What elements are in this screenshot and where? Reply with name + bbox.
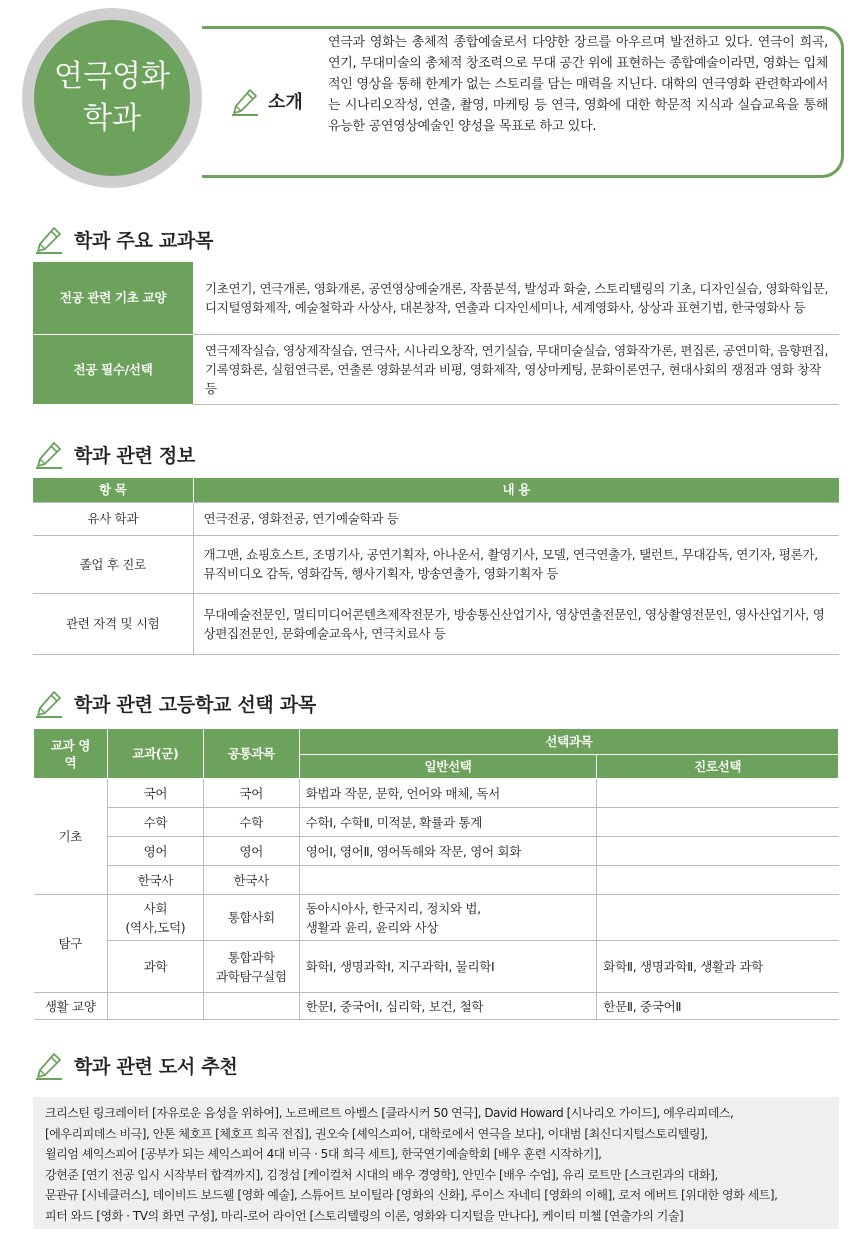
area-cell: 기초	[34, 779, 108, 895]
section-title-text: 학과 관련 고등학교 선택 과목	[74, 693, 316, 716]
book-recommendations	[33, 1097, 839, 1229]
pencil-icon	[34, 1050, 64, 1080]
table-value: 무대예술전문인, 멀티미디어콘텐츠제작전문가, 방송통신산업기사, 영상연출전문인, 영상촬영전문인, 영사산업기사, 영상편집전문인, 문화예술교육사, 연극치료사 등	[193, 593, 839, 654]
general-cell: 화법과 작문, 문학, 언어와 매체, 독서	[299, 779, 597, 808]
header-area	[34, 729, 108, 779]
subject-cell: 과학	[107, 941, 203, 993]
section-title-text: 학과 관련 정보	[74, 444, 195, 467]
table-row	[34, 866, 839, 895]
intro-header	[22, 8, 842, 198]
career-cell: 한문Ⅱ, 중국어Ⅱ	[597, 993, 839, 1020]
area-cell: 탐구	[34, 895, 108, 993]
subject-line: (역사,도덕)	[125, 919, 186, 935]
table-value: 기초연기, 연극개론, 영화개론, 공연영상예술개론, 작품분석, 발성과 화술, 스토리텔링의 기초, 디자인실습, 영화학입문, 디지털영화제작, 예술철학과 사상사, 대본창작, 연출과 디자인세미나, 세계영화사, 상상과 표현기법, 한국영화사 등	[193, 262, 839, 334]
table-header-row	[33, 478, 839, 502]
header-area-text: 교과 영역	[50, 737, 91, 770]
courses-table	[33, 262, 839, 405]
table-row	[33, 334, 839, 404]
table-key: 유사 학과	[33, 502, 193, 535]
common-cell	[203, 993, 299, 1020]
table-row	[34, 895, 839, 941]
general-cell	[299, 895, 597, 941]
intro-label	[230, 86, 303, 116]
pencil-icon	[34, 688, 64, 718]
table-key: 전공 필수/선택	[33, 334, 193, 404]
section-title-books	[34, 1050, 237, 1080]
subject-cell	[107, 895, 203, 941]
table-value: 연극전공, 영화전공, 연기예술학과 등	[193, 502, 839, 535]
common-cell: 통합사회	[203, 895, 299, 941]
general-cell	[299, 866, 597, 895]
table-value: 개그맨, 쇼핑호스트, 조명기사, 공연기획자, 아나운서, 촬영기사, 모델, 연극연출가, 탤런트, 무대감독, 연기자, 평론가, 뮤직비디오 감독, 영화감독, 행사기획자, 방송연출가, 영화기획자 등	[193, 535, 839, 593]
general-cell: 한문Ⅰ, 중국어Ⅰ, 심리학, 보건, 철학	[299, 993, 597, 1020]
department-badge	[22, 8, 202, 188]
subject-cell	[107, 993, 203, 1020]
header-common: 공통과목	[203, 729, 299, 779]
area-cell: 생활 교양	[34, 993, 108, 1020]
table-row	[33, 262, 839, 334]
pencil-icon	[34, 439, 64, 469]
table-header-row	[34, 729, 839, 755]
common-line: 과학탐구실험	[215, 968, 287, 984]
table-row	[34, 993, 839, 1020]
subject-cell: 영어	[107, 837, 203, 866]
section-title-text: 학과 관련 도서 추천	[74, 1055, 238, 1078]
subject-cell: 수학	[107, 808, 203, 837]
header-content: 내 용	[193, 478, 839, 502]
header-elective: 선택과목	[299, 729, 838, 755]
intro-text: 연극과 영화는 총체적 종합예술로서 다양한 장르를 아우르며 발전하고 있다. 연극이 희곡, 연기, 무대미술의 총체적 창조력으로 무대 공간 위에 표현하는 종합예술이라면, 영화는 입체적인 영상을 통해 한계가 없는 스토리를 담는 매력을 지닌다. 대학의 연극영화 관련학과에서는 시나리오작성, 연출, 촬영, 마케팅 등 연극, 영화에 대한 학문적 지식과 실습교육을 통해 유능한 공연영상예술인 양성을 목표로 하고 있다.	[328, 35, 828, 134]
table-key: 전공 관련 기초 교양	[33, 262, 193, 334]
department-name-line1: 연극영화	[54, 59, 170, 94]
career-cell	[597, 866, 839, 895]
general-cell: 화학Ⅰ, 생명과학Ⅰ, 지구과학Ⅰ, 물리학Ⅰ	[299, 941, 597, 993]
common-cell: 수학	[203, 808, 299, 837]
career-cell	[597, 837, 839, 866]
table-row	[33, 593, 839, 654]
common-cell: 국어	[203, 779, 299, 808]
book-line: 문관규 [시네클러스], 데이비드 보드웰 [영화 예술], 스튜어트 보이틸라 [영화의 신화], 루이스 자네티 [영화의 이해], 로저 에버트 [위대한 영화 세트],	[45, 1188, 778, 1202]
subject-line: 사회	[143, 900, 168, 916]
table-row	[34, 941, 839, 993]
header-general: 일반선택	[299, 755, 597, 779]
section-title-highschool	[34, 688, 316, 718]
department-name	[42, 56, 182, 140]
pencil-icon	[230, 86, 260, 116]
table-row	[34, 808, 839, 837]
general-cell: 수학Ⅰ, 수학Ⅱ, 미적분, 확률과 통계	[299, 808, 597, 837]
department-badge-inner	[34, 20, 190, 176]
career-cell	[597, 895, 839, 941]
header-career: 진로선택	[597, 755, 839, 779]
common-cell: 영어	[203, 837, 299, 866]
table-row	[34, 837, 839, 866]
general-cell: 영어Ⅰ, 영어Ⅱ, 영어독해와 작문, 영어 회화	[299, 837, 597, 866]
book-line: 피터 와드 [영화 · TV의 화면 구성], 마리-로어 라이언 [스토리텔링의 이론, 영화와 디지털을 만나다], 케이티 미첼 [연출가의 기술]	[45, 1208, 684, 1223]
section-title-text: 학과 주요 교과목	[74, 229, 214, 252]
book-line: 크리스틴 링크레이터 [자유로운 음성을 위하여], 노르베르트 아벨스 [클라시커 50 연극], David Howard [시나리오 가이드], 에우리피데스,	[45, 1106, 734, 1120]
header-subject: 교과(군)	[107, 729, 203, 779]
career-cell	[597, 808, 839, 837]
table-row	[34, 779, 839, 808]
pencil-icon	[34, 224, 64, 254]
section-title-info	[34, 439, 195, 469]
general-line: 동아시아사, 한국지리, 정치와 법,	[305, 900, 481, 916]
table-value: 연극제작실습, 영상제작실습, 연극사, 시나리오창작, 연기실습, 무대미술실습, 영화작가론, 편집론, 공연미학, 음향편집, 기록영화론, 실험연극론, 연출론 영화분석과 비평, 영화제작, 영상마케팅, 문화이론연구, 현대사회의 쟁점과 영화 창작 등	[193, 334, 839, 404]
table-key: 졸업 후 진로	[33, 535, 193, 593]
highschool-table	[33, 728, 839, 1020]
common-cell	[203, 941, 299, 993]
career-cell	[597, 779, 839, 808]
book-line: [에우리피데스 비극], 안톤 체호프 [체호프 희곡 전집], 권오숙 [셰익스피어, 대학로에서 연극을 보다], 이대범 [최신디지털스토리텔링],	[45, 1126, 708, 1141]
table-key: 관련 자격 및 시험	[33, 593, 193, 654]
table-row	[33, 502, 839, 535]
book-line: 강현준 [연기 전공 입시 시작부터 합격까지], 김정섭 [케이컬처 시대의 배우 경영학], 안민수 [배우 수업], 유리 로트만 [스크린과의 대화],	[45, 1167, 718, 1182]
subject-cell: 국어	[107, 779, 203, 808]
common-line: 통합과학	[227, 949, 275, 965]
table-row	[33, 535, 839, 593]
common-cell: 한국사	[203, 866, 299, 895]
general-line: 생활과 윤리, 윤리와 사상	[305, 919, 439, 935]
book-line: 윌리엄 셰익스피어 [공부가 되는 셰익스피어 4대 비극 · 5대 희극 세트], 한국연기예술학회 [배우 훈련 시작하기],	[45, 1147, 602, 1161]
section-title-courses	[34, 224, 213, 254]
department-name-line2: 학과	[83, 101, 141, 136]
career-cell: 화학Ⅱ, 생명과학Ⅱ, 생활과 과학	[597, 941, 839, 993]
subject-cell: 한국사	[107, 866, 203, 895]
info-table	[33, 478, 839, 655]
header-item: 항 목	[33, 478, 193, 502]
intro-label-text: 소개	[268, 92, 303, 113]
